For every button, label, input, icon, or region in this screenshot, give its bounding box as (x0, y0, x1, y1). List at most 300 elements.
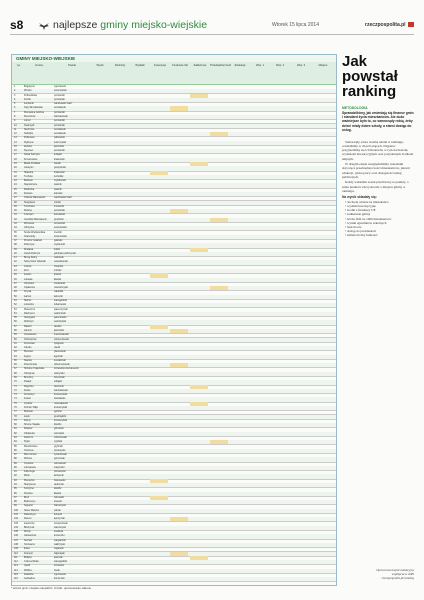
table-cell: Żnin (24, 269, 29, 273)
table-cell: Trzebnica (24, 204, 35, 208)
table-cell: Dobczyce (24, 243, 35, 247)
table-cell: 36 (14, 234, 17, 238)
table-cell: Kąty Wrocławskie (24, 106, 43, 110)
table-cell: Kępno (24, 354, 31, 358)
table-cell: 89 (14, 461, 17, 465)
table-cell: 66 (14, 363, 17, 367)
table-cell: 55 (14, 316, 17, 320)
table-cell: Środa Wielkopolska (24, 230, 46, 234)
table-cell: żniński (54, 269, 62, 273)
table-cell: Olecko (24, 346, 32, 350)
table-cell: Luboń (24, 119, 31, 123)
table-cell: Kisielice (24, 491, 33, 495)
table-cell: Nowy Dwór Gdański (24, 260, 46, 264)
table-cell: człuchowski (54, 435, 67, 439)
table-cell: Grybów (24, 401, 33, 405)
table-cell: 46 (14, 277, 17, 281)
table-cell: Grodzisk Mazowiecki (24, 217, 47, 221)
page-number: s8 (10, 18, 24, 32)
table-cell: 68 (14, 371, 17, 375)
table-cell: 112 (14, 560, 18, 564)
column-header: Powiat (68, 64, 76, 67)
table-cell: Bobowa (24, 410, 33, 414)
table-cell: myślenicki (54, 243, 66, 247)
table-cell: wrocławski (54, 127, 66, 131)
section-title-lead: najlepsze (53, 19, 98, 31)
table-cell: szamotulski (54, 226, 67, 230)
table-cell: 88 (14, 457, 17, 461)
table-cell: lubartowski (54, 303, 66, 307)
table-cell: Rypin (24, 440, 31, 444)
table-cell: poznański (54, 119, 65, 123)
table-cell: Radzymin (24, 311, 35, 315)
table-cell: Szamotuły (24, 234, 36, 238)
table-cell: 64 (14, 354, 17, 358)
table-cell: 10 (14, 123, 17, 127)
column-header: Wsp. 2 (275, 64, 285, 67)
table-cell: kościański (54, 213, 66, 217)
table-cell: krotoszyński (54, 393, 68, 397)
table-cell: goleniowski (54, 316, 67, 320)
table-cell: Głowaczów (24, 534, 37, 538)
table-cell: krotoszyński (54, 406, 68, 409)
table-cell: żyrardowski (54, 453, 67, 457)
article-signature (376, 568, 414, 580)
signature-line: współpraca: KRS (391, 572, 414, 576)
table-cell: iławski (54, 277, 62, 281)
table-cell: Murowana Goślina (24, 110, 44, 114)
table-cell: 71 (14, 384, 17, 388)
column-header: Wynik (96, 64, 104, 67)
table-cell: Zduny (24, 418, 31, 422)
table-cell: Czersk (24, 264, 32, 268)
table-cell: Żukowo (24, 192, 33, 195)
table-cell: braniewski (54, 478, 66, 482)
table-cell: buski (54, 568, 60, 572)
table-cell: Łomianki (24, 102, 34, 106)
table-cell: 82 (14, 431, 17, 435)
table-cell: Szczawno (24, 542, 35, 546)
table-cell: Bisztynek (24, 525, 35, 529)
table-cell: nowodworski (54, 260, 68, 264)
article-bullet-list (342, 200, 414, 237)
table-cell: 15 (14, 144, 17, 148)
table-cell: krakowski (54, 170, 65, 174)
table-cell: 78 (14, 414, 17, 418)
article-headline: Jak powstał ranking (342, 53, 398, 100)
table-cell: kozienicki (54, 534, 65, 538)
table-cell: 69 (14, 376, 17, 380)
table-cell: Brok (24, 495, 29, 499)
column-header: Przedsiębiorczość (210, 64, 232, 67)
table-cell: 70 (14, 380, 17, 384)
table-cell: leszczyński (54, 140, 67, 144)
table-cell: 33 (14, 221, 17, 225)
table-cell: 20 (14, 166, 17, 170)
table-cell: 83 (14, 435, 17, 439)
table-cell: 101 (14, 513, 18, 516)
table-cell: kępiński (54, 354, 63, 358)
table-cell: Krzeszowice (24, 157, 38, 161)
table-cell: Mieszkowice (24, 444, 38, 448)
table-cell: Wąsosz (24, 427, 33, 431)
table-cell: Opalenica (24, 286, 35, 290)
table-cell: jarociński (54, 328, 64, 332)
table-cell: kartuski (54, 192, 63, 195)
table-cell: 80 (14, 423, 17, 427)
table-cell: 62 (14, 346, 17, 350)
table-cell: 2 (14, 89, 16, 93)
table-cell: starogardzki (54, 560, 68, 564)
table-cell: Niepołomice (24, 183, 38, 187)
table-cell: Reszel (24, 517, 32, 521)
table-cell: 25 (14, 187, 17, 191)
table-cell: 51 (14, 299, 17, 302)
table-cell: 43 (14, 264, 17, 268)
table-cell: Polkowice (24, 136, 35, 140)
table-cell: Wieliczka (24, 187, 35, 191)
table-cell: 93 (14, 478, 17, 482)
table-cell: 7 (14, 110, 16, 114)
table-cell: Rydzyna (24, 140, 34, 144)
table-cell: Sępopol (24, 504, 33, 508)
table-cell: 37 (14, 239, 17, 243)
table-cell: 74 (14, 397, 17, 401)
table-cell: Krotoszyn (24, 393, 35, 397)
table-cell: 47 (14, 281, 17, 285)
methodology-article (342, 54, 414, 584)
table-cell: Stęszew (24, 149, 34, 153)
table-cell: Golub-Dobrzyń (24, 251, 41, 255)
table-cell: strzelecko-drezdenecki (54, 367, 79, 371)
table-cell: bydgoski (54, 341, 64, 345)
table-cell: starogardzki (54, 299, 68, 302)
table-cell: chodzieski (54, 281, 66, 285)
table-cell: Bielsk Podlaski (24, 162, 41, 166)
table-cell: Nowogard (24, 316, 35, 320)
table-cell: 94 (14, 483, 17, 487)
column-header: Dochody (114, 64, 126, 67)
table-cell: 56 (14, 320, 17, 324)
table-cell: 60 (14, 337, 17, 341)
table-cell: Gostynin (24, 166, 34, 170)
article-bullet: • liczba firm na 1000 mieszkańców (345, 216, 392, 221)
brand-mark-icon (408, 22, 414, 27)
table-cell: 14 (14, 140, 17, 144)
table-cell: miński (54, 200, 61, 204)
table-cell: Pobiedziska (24, 93, 37, 97)
table-cell: Września (24, 221, 34, 225)
table-cell: jaworski (54, 555, 63, 559)
table-cell: Koronowo (24, 341, 35, 345)
table-cell: kielecki (54, 500, 62, 504)
table-cell: Łaszczów (24, 521, 35, 525)
table-cell: 100 (14, 508, 18, 512)
table-cell: gdański (54, 239, 63, 243)
table-cell: 86 (14, 448, 17, 452)
column-header: Edukacja (234, 64, 246, 67)
table-cell: wielicki (54, 183, 62, 187)
signature-line: Opracował zespół redakcyjny (376, 568, 414, 572)
table-cell: ostrowiecki (54, 461, 66, 465)
table-cell: inowrocławski (54, 333, 69, 337)
table-cell: gorlicki (54, 410, 62, 414)
table-cell: 107 (14, 538, 18, 542)
table-cell: włocławski (54, 397, 66, 401)
table-cell: wałbrzyski (54, 542, 66, 546)
table-cell: poznański (54, 123, 65, 127)
table-cell: 16 (14, 149, 17, 153)
table-cell: Skaryszew (24, 483, 36, 487)
table-cell: Gniewkowo (24, 333, 37, 337)
section-title (53, 19, 207, 31)
table-cell: wrocławski (54, 132, 66, 136)
table-cell: 48 (14, 286, 17, 290)
table-cell: 9 (14, 119, 16, 123)
table-row (12, 577, 336, 582)
table-cell: 40 (14, 251, 17, 255)
table-cell: szamotulski (54, 234, 67, 238)
table-cell: kłodzki (54, 423, 62, 427)
table-cell: Kórnik (24, 97, 31, 101)
table-cell: lwówecki (54, 474, 64, 478)
table-cell: Skawina (24, 170, 34, 174)
table-cell: Barlinek (24, 179, 33, 183)
table-cell: myśliborski (54, 179, 66, 183)
article-bullet: • środki z funduszy UE (345, 208, 376, 213)
table-cell: 98 (14, 500, 17, 504)
table-cell: Zawidów (24, 572, 34, 576)
table-cell: Bogatynia (24, 85, 35, 88)
table-cell: 99 (14, 504, 17, 508)
table-cell: Łowicz (24, 273, 32, 277)
table-cell: koszaliński (54, 358, 66, 362)
table-cell: 79 (14, 418, 17, 422)
table-cell: Mosina (24, 209, 32, 213)
table-cell: Ożarów Mazowiecki (24, 196, 46, 200)
table-cell: Strzelce Krajeńskie (24, 367, 45, 371)
table-cell: łańcucki (54, 294, 63, 298)
table-cell: 116 (14, 577, 18, 581)
table-cell: Wronki (24, 89, 32, 93)
article-bullet: • zadłużenie gminy (345, 212, 371, 217)
table-cell: średzki (54, 230, 62, 234)
table-cell: Łańcut (24, 294, 32, 298)
table-cell: bielski (54, 162, 61, 166)
table-cell: Jedwabne (24, 577, 35, 581)
table-cell: 50 (14, 294, 17, 298)
table-cell: 5 (14, 102, 16, 106)
article-paragraph: Każdy wskaźnik został przeliczony na punkty, a suma punktów zdecydowała o miejscu gminy w rankingu. (342, 180, 409, 193)
table-cell: Lubniewice (24, 465, 36, 469)
table-header (12, 62, 336, 85)
table-cell: golubsko-dobrzyński (54, 251, 76, 255)
table-cell: Brzeziny (24, 376, 34, 380)
table-cell: 75 (14, 401, 17, 405)
table-cell: Pruszcz Gdański (24, 239, 42, 243)
table-cell: 26 (14, 192, 17, 195)
table-cell: warszawski zach. (54, 102, 73, 106)
table-cell: 32 (14, 217, 17, 221)
table-footnote: * wśród gmin miejsko-wiejskich; źródło: opracowanie własne (11, 586, 92, 590)
table-cell: Pleszew (24, 350, 33, 354)
table-cell: bartoszycki (54, 504, 66, 508)
table-cell: 58 (14, 328, 17, 332)
table-cell: Jarocin (24, 328, 32, 332)
table-cell: Brzeg Dolny (24, 256, 38, 260)
table-cell: żagański (54, 547, 64, 551)
table-cell: 97 (14, 495, 17, 499)
table-cell: 28 (14, 200, 17, 204)
table-cell: Stronie Śląskie (24, 423, 40, 427)
table-cell: Kowal (24, 397, 31, 401)
table-cell: Kcynia (24, 290, 32, 294)
table-cell: Nowa Sarzyna (24, 153, 40, 157)
table-cell: 111 (14, 555, 18, 559)
table-cell: 45 (14, 273, 17, 277)
page-header (10, 18, 414, 35)
article-bullet: • zmiana liczby ludności (345, 233, 378, 238)
table-cell: 27 (14, 196, 17, 200)
table-cell: warszawski zach. (54, 196, 73, 200)
signature-line: rzeczpospolita.pl/ranking (381, 576, 414, 580)
table-cell: chojnicki (54, 264, 64, 268)
table-cell: górowski (54, 427, 64, 431)
article-bullet: • wyniki egzaminów szkolnych (345, 220, 387, 225)
table-cell: grudziądzki (54, 414, 67, 418)
table-cell: Siechnice (24, 127, 35, 131)
table-cell: 106 (14, 534, 18, 538)
table-cell: 96 (14, 491, 17, 495)
table-cell: strzelecki (54, 564, 64, 568)
table-cell: 18 (14, 157, 17, 161)
table-cell: 95 (14, 487, 17, 491)
table-cell: Suchań (24, 538, 33, 542)
table-cell: pleszewski (54, 350, 66, 354)
table-title: GMINY MIEJSKO-WIEJSKIE (12, 55, 336, 62)
table-cell: Kańczuga (24, 470, 35, 474)
table-cell: poznański (54, 149, 65, 153)
article-section: METODOLOGIA (342, 106, 368, 110)
table-cell: 81 (14, 427, 17, 431)
table-cell: Ostrzeszów (24, 337, 37, 341)
table-cell: Iłowa (24, 547, 30, 551)
table-cell: 114 (14, 568, 18, 572)
table-cell: Sulejówek (24, 200, 35, 204)
table-cell: 30 (14, 209, 17, 213)
table-cell: olecki (54, 346, 61, 350)
column-header: Lp. (17, 64, 21, 67)
table-cell: kłodzki (54, 487, 62, 491)
column-header: Fundusze UE (172, 64, 188, 67)
table-cell: poznański (54, 110, 65, 114)
table-cell: Wolsztyn (24, 320, 34, 324)
table-cell: 85 (14, 444, 17, 448)
table-cell: Skórcz (24, 299, 32, 302)
table-cell: 105 (14, 530, 18, 534)
table-cell: stargardzki (54, 538, 66, 542)
table-cell: 44 (14, 269, 17, 273)
column-header: Wydatki (135, 64, 145, 67)
site-name: rzeczpospolita.pl (365, 22, 414, 28)
table-cell: Wiślica (24, 568, 32, 572)
table-cell: Frampol (24, 551, 33, 555)
table-cell: brzeziński (54, 376, 65, 380)
table-cell: 41 (14, 256, 17, 260)
article-paragraph: W drugim etapie uwzględniliśmy wskaźniki dotyczące przedsiębiorczości mieszkańców, jakości edukacji, rynku pracy oraz dostępności usług publicznych. (342, 162, 411, 179)
table-cell: 1 (14, 85, 16, 88)
article-lead: Sprawdziliśmy, jak zmieniają się finanse gmin i standard życia mieszkańców. Ale dużo ważniejsze było to, co samorządy robią, żeby dzieci miały dobre szkoły, a starsi dostęp do usług. (342, 111, 414, 132)
table-cell: Olsztynek (24, 371, 35, 375)
table-cell: 49 (14, 290, 17, 294)
article-body (342, 140, 414, 237)
table-cell: Łasin (24, 414, 30, 418)
article-bullet: • dochody własne na mieszkańca (345, 199, 389, 204)
table-cell: Bodzentyn (24, 500, 36, 504)
table-cell: Kłodawa (24, 247, 34, 251)
table-cell: Radoszyce (24, 513, 36, 516)
table-cell: siedlecki (54, 530, 64, 534)
table-cell: 87 (14, 453, 17, 457)
table-cell: Żerków (24, 144, 32, 148)
table-cell: Chodzież (24, 281, 34, 285)
table-cell: polkowicki (54, 136, 65, 140)
table-cell: zgorzelecki (54, 572, 66, 576)
table-cell: 84 (14, 440, 17, 444)
table-cell: 4 (14, 97, 16, 101)
issue-date: Wtorek 15 lipca 2014 (272, 22, 319, 28)
table-cell: wolsztyński (54, 320, 67, 324)
table-cell: Rogoźno (24, 384, 34, 388)
table-cell: jarociński (54, 144, 64, 148)
table-cell: piaseczyński (54, 307, 68, 311)
table-cell: bełchatowski (54, 388, 68, 392)
table-cell: szamotulski (54, 89, 67, 93)
table-cell: 63 (14, 350, 17, 354)
table-cell: 29 (14, 204, 17, 208)
table-cell: grodziski (54, 217, 64, 221)
article-bullet: • dostęp do przedszkoli (345, 228, 376, 233)
table-cell: 12 (14, 132, 17, 136)
table-cell: 11 (14, 127, 17, 131)
table-cell: krakowski (54, 157, 65, 161)
table-cell: wrzesiński (54, 221, 66, 225)
table-cell: Koźmin Wlkp. (24, 406, 39, 409)
table-cell: Bolków (24, 555, 32, 559)
table-cell: gorzowski (54, 457, 65, 461)
table-cell: Ćmielów (24, 461, 34, 465)
table-cell: 113 (14, 564, 18, 568)
table-cell: łomżyński (54, 577, 65, 581)
table-cell: biłgorajski (54, 551, 65, 555)
table-cell: Lubartów (24, 303, 34, 307)
table-cell: Czempiń (24, 213, 34, 217)
table-cell: 91 (14, 470, 17, 474)
article-subhead: Na wynik składały się: (342, 194, 377, 199)
table-cell: olsztyński (54, 371, 65, 375)
table-cell: 73 (14, 393, 17, 397)
column-header: Inwestycje (153, 64, 167, 67)
table-cell: przasnyski (54, 448, 66, 452)
table-cell: konecki (54, 513, 63, 516)
table-cell: 59 (14, 333, 17, 337)
table-cell: Lubawa (24, 277, 33, 281)
table-cell: Mszczonów (24, 453, 37, 457)
table-cell: kętrzyński (54, 517, 65, 521)
table-cell: Czarna Woda (24, 560, 39, 564)
column-header: Gmina (35, 64, 43, 67)
table-cell: 54 (14, 311, 17, 315)
